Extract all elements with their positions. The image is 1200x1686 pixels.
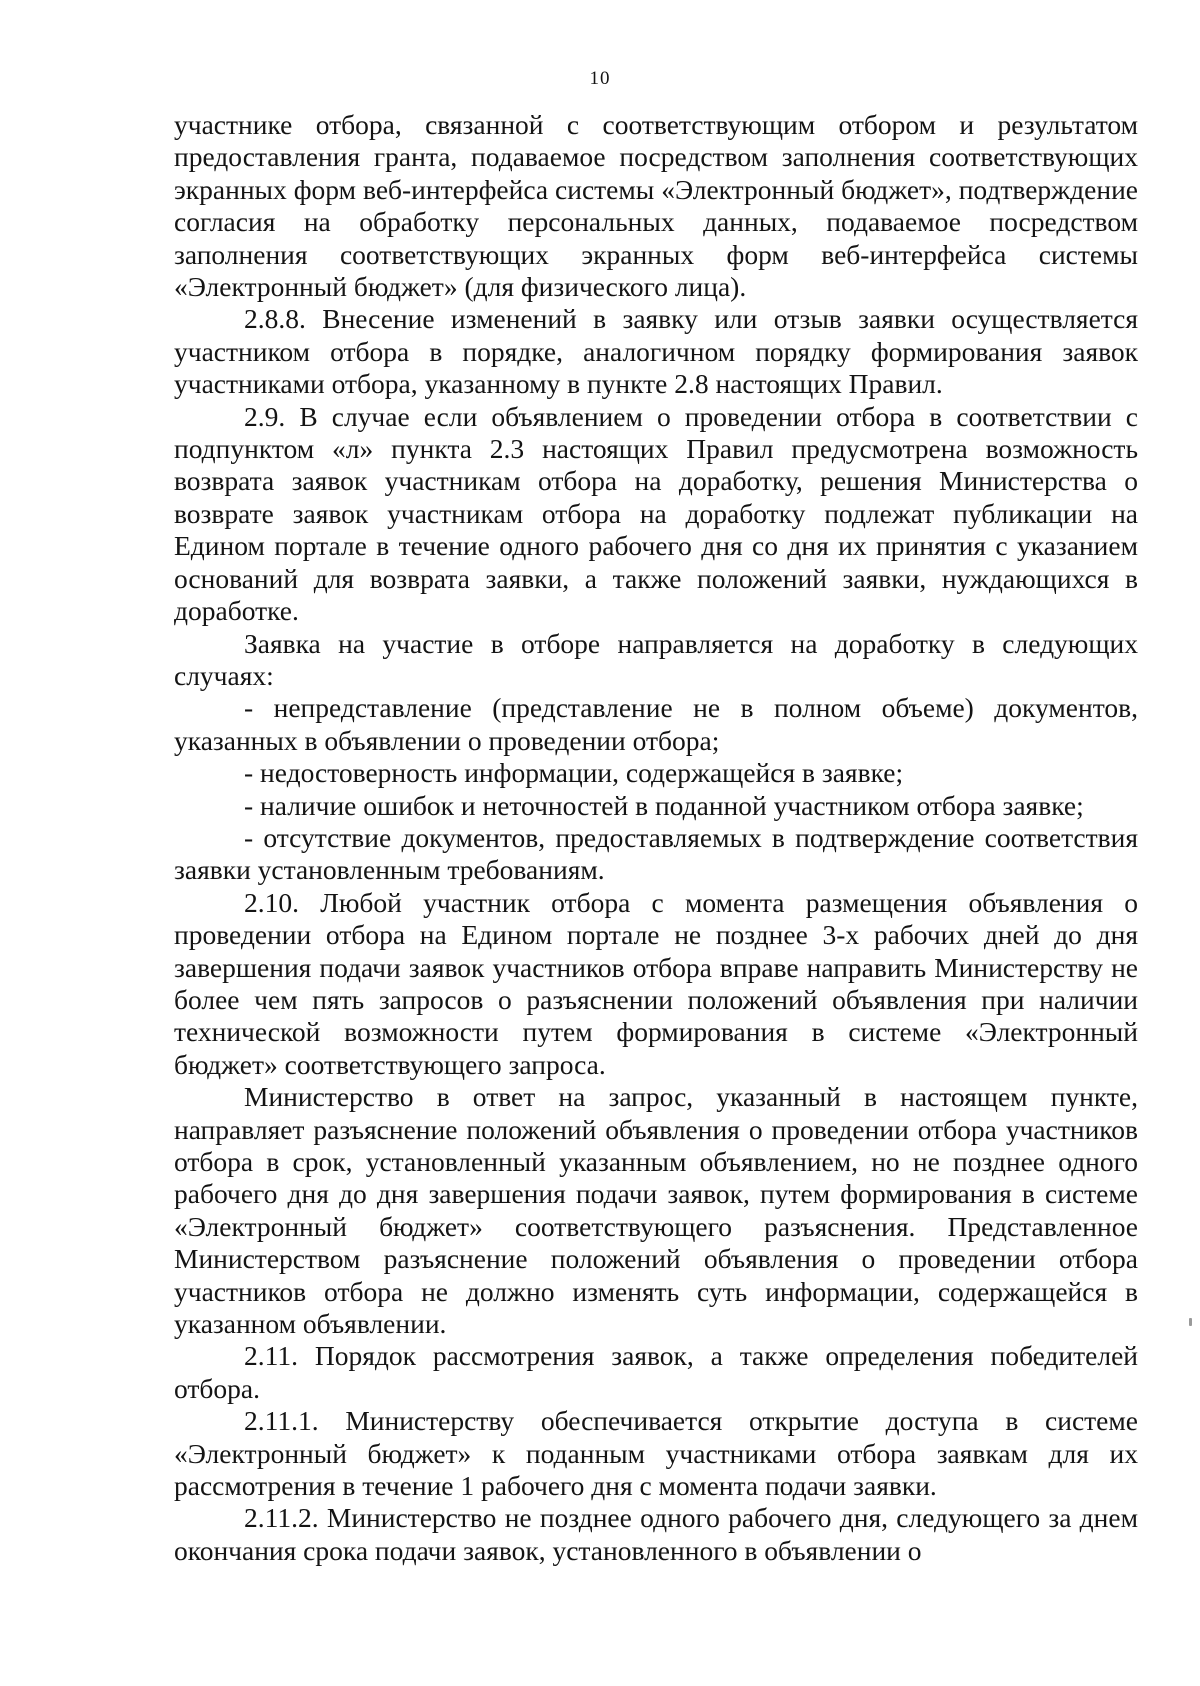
list-item-unreliable-info: - недостоверность информации, содержащейся в заявке; <box>244 757 904 789</box>
scan-artifact-mark <box>1189 1318 1192 1326</box>
paragraph-2-8-8: 2.8.8. Внесение изменений в заявку или отзыв заявки осуществляется участником отбора в порядке, аналогичном порядку формирования заявок участниками отбора, указанному в пункте 2.8 настоящих Правил. <box>174 303 1138 400</box>
paragraph-continuation: участнике отбора, связанной с соответствующим отбором и результатом предоставления гранта, подаваемое посредством заполнения соответствующих экранных форм веб-интерфейса системы «Электронный бюджет», подтверждение согласия на обработку персональных данных, подаваемое посредством заполнения соответствующих экранных форм веб-интерфейса системы «Электронный бюджет» (для физического лица). <box>174 109 1138 303</box>
paragraph-2-9: 2.9. В случае если объявлением о проведении отбора в соответствии с подпунктом «л» пункта 2.3 настоящих Правил предусмотрена возможность возврата заявок участникам отбора на доработку, решения Министерства о возврате заявок участникам отбора на доработку подлежат публикации на Едином портале в течение одного рабочего дня со дня их принятия с указанием оснований для возврата заявки, а также положений заявки, нуждающихся в доработке. <box>174 400 1138 627</box>
paragraph-2-11: 2.11. Порядок рассмотрения заявок, а также определения победителей отбора. <box>174 1340 1138 1404</box>
list-item-errors: - наличие ошибок и неточностей в поданной участником отбора заявке; <box>244 789 1084 821</box>
list-item-missing-documents: - отсутствие документов, предоставляемых в подтверждение соответствия заявки установленным требованиям. <box>174 821 1138 886</box>
paragraph-2-11-1: 2.11.1. Министерству обеспечивается открытие доступа в системе «Электронный бюджет» к поданным участниками отбора заявкам для их рассмотрения в течение 1 рабочего дня с момента подачи заявки. <box>174 1405 1138 1502</box>
paragraph-return-cases-intro: Заявка на участие в отборе направляется на доработку в следующих случаях: <box>174 627 1138 691</box>
document-body <box>174 109 1138 1567</box>
paragraph-ministry-response: Министерство в ответ на запрос, указанный в настоящем пункте, направляет разъяснение положений объявления о проведении отбора участников отбора в срок, установленный указанным объявлением, но не позднее одного рабочего дня до дня завершения подачи заявок, путем формирования в системе «Электронный бюджет» соответствующего разъяснения. Представленное Министерством разъяснение положений объявления о проведении отбора участников отбора не должно изменять суть информации, содержащейся в указанном объявлении. <box>174 1081 1138 1340</box>
list-item-non-submission: - непредставление (представление не в полном объеме) документов, указанных в объявлении о проведении отбора; <box>174 692 1138 756</box>
page-number: 10 <box>589 68 611 89</box>
paragraph-2-11-2: 2.11.2. Министерство не позднее одного рабочего дня, следующего за днем окончания срока подачи заявок, установленного в объявлении о <box>174 1502 1138 1566</box>
paragraph-2-10: 2.10. Любой участник отбора с момента размещения объявления о проведении отбора на Едином портале не позднее 3-х рабочих дней до дня завершения подачи заявок участников отбора вправе направить Министерству не более чем пять запросов о разъяснении положений объявления при наличии технической возможности путем формирования в системе «Электронный бюджет» соответствующего запроса. <box>174 886 1138 1080</box>
